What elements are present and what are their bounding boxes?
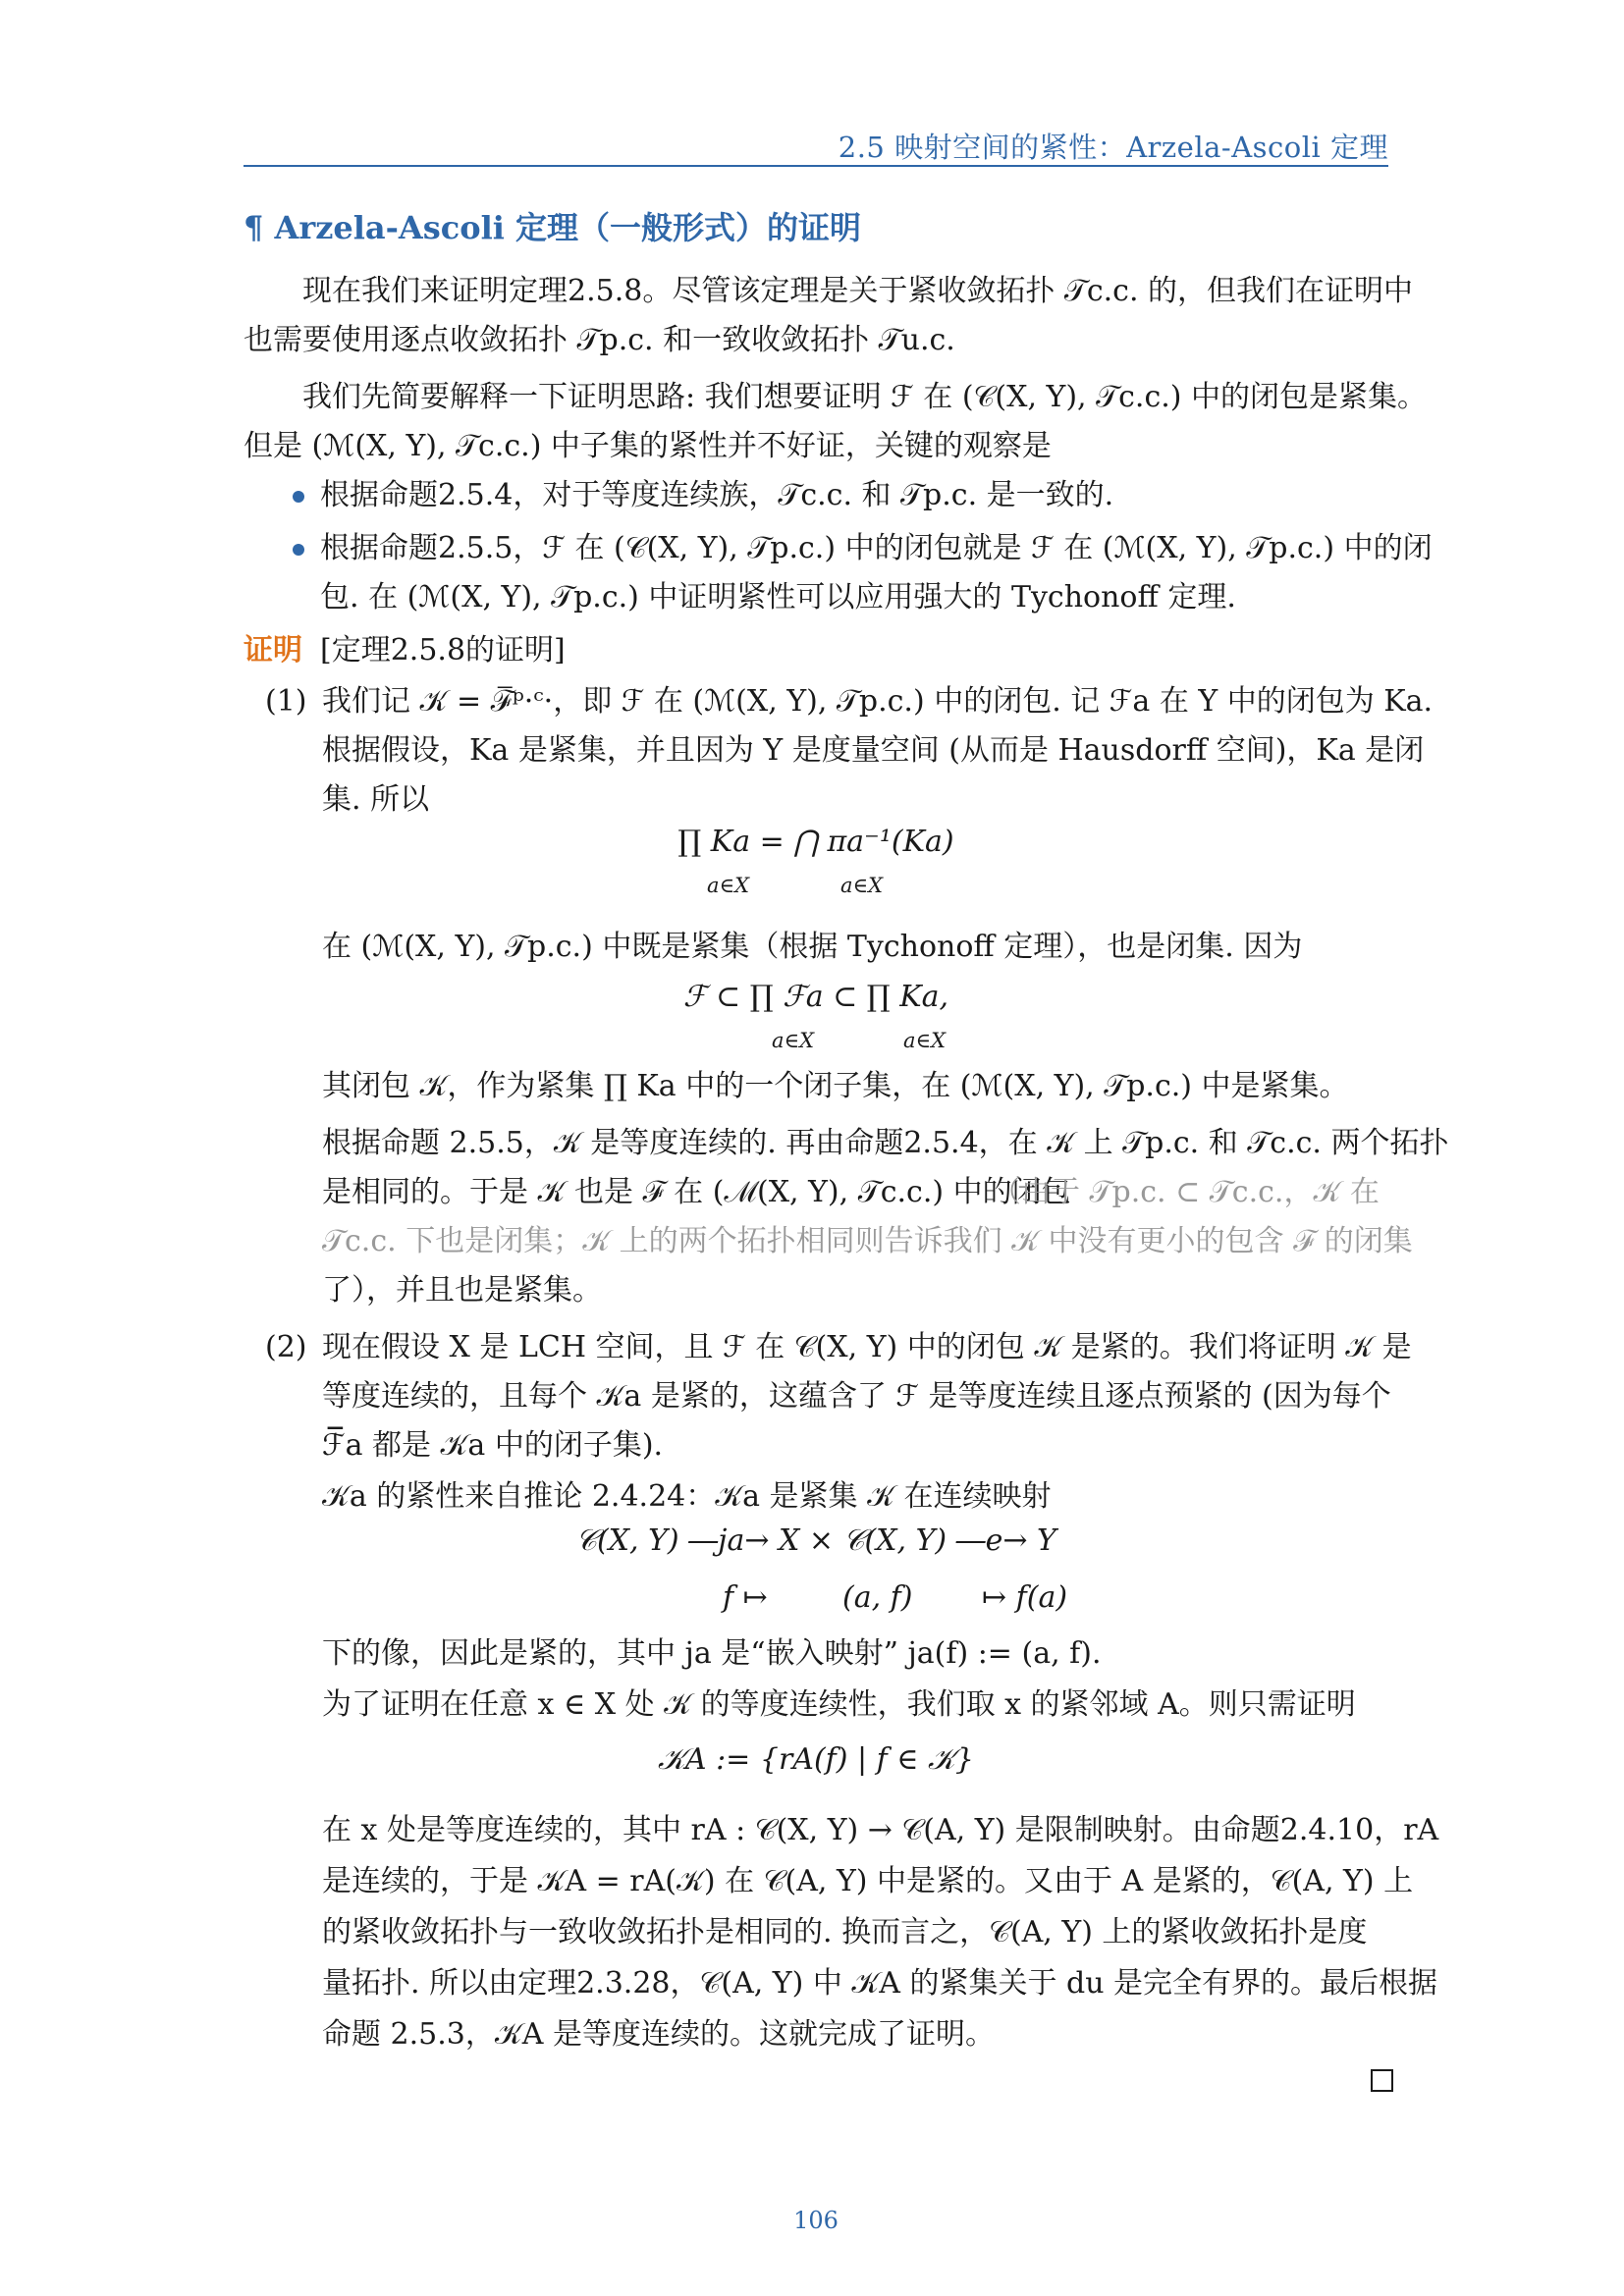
running-head: 2.5 映射空间的紧性：Arzela-Ascoli 定理	[838, 131, 1388, 164]
part2-line: 下的像，因此是紧的，其中 ja 是“嵌入映射” ja(f) := (a, f).	[322, 1636, 1102, 1671]
bullet-item: 根据命题2.5.5，ℱ 在 (𝒞(X, Y), 𝒯p.c.) 中的闭包就是 ℱ 在 (ℳ(X, Y), 𝒯p.c.) 中的闭	[320, 531, 1433, 565]
equation-restriction-family: 𝒦A := {rA(f) | f ∈ 𝒦}	[658, 1742, 974, 1777]
part-1-label: (1)	[265, 684, 307, 719]
intro-p1-line1: 现在我们来证明定理2.5.8。尽管该定理是关于紧收敛拓扑 𝒯c.c. 的，但我们在证明中	[302, 274, 1414, 308]
part1-line: 在 (ℳ(X, Y), 𝒯p.c.) 中既是紧集（根据 Tychonoff 定理），也是闭集. 因为	[322, 930, 1303, 964]
mapping-right: ↦ f(a)	[982, 1580, 1068, 1615]
part2-line: 现在假设 X 是 LCH 空间，且 ℱ 在 𝒞(X, Y) 中的闭包 𝒦 是紧的。我们将证明 𝒦 是	[322, 1330, 1412, 1364]
part1-line-aside: （由于 𝒯p.c. ⊂ 𝒯c.c.，𝒦 在	[992, 1175, 1380, 1209]
part2-line: 等度连续的，且每个 𝒦a 是紧的，这蕴含了 ℱ 是等度连续且逐点预紧的 (因为每个	[322, 1379, 1391, 1414]
bullet-dot	[293, 544, 304, 556]
part2-line: 是连续的，于是 𝒦A = rA(𝒦) 在 𝒞(A, Y) 中是紧的。又由于 A 是紧的，𝒞(A, Y) 上	[322, 1864, 1414, 1898]
part2-line: 为了证明在任意 x ∈ X 处 𝒦 的等度连续性，我们取 x 的紧邻域 A。则只需证明	[322, 1687, 1356, 1722]
part-2-label: (2)	[265, 1330, 307, 1364]
bullet-item-continuation: 包. 在 (ℳ(X, Y), 𝒯p.c.) 中证明紧性可以应用强大的 Tychonoff 定理.	[320, 580, 1236, 614]
mapping-middle: (a, f)	[842, 1580, 913, 1615]
mapping-diagram-top: 𝒞(X, Y) ―ja→ X × 𝒞(X, Y) ―e→ Y	[575, 1523, 1056, 1558]
part1-line: 根据命题 2.5.5，𝒦 是等度连续的. 再由命题2.5.4，在 𝒦 上 𝒯p.c. 和 𝒯c.c. 两个拓扑	[322, 1126, 1449, 1160]
part2-line: 的紧收敛拓扑与一致收敛拓扑是相同的. 换而言之，𝒞(A, Y) 上的紧收敛拓扑是度	[322, 1915, 1368, 1949]
intro-p2-line2: 但是 (ℳ(X, Y), 𝒯c.c.) 中子集的紧性并不好证，关键的观察是	[244, 429, 1052, 463]
equation-subscript: a∈X	[840, 874, 884, 897]
equation-subscript: a∈X	[772, 1029, 815, 1052]
part1-line: 集. 所以	[322, 782, 430, 817]
intro-p2-line1: 我们先简要解释一下证明思路: 我们想要证明 ℱ 在 (𝒞(X, Y), 𝒯c.c.) 中的闭包是紧集。	[302, 380, 1428, 414]
mapping-left: f ↦	[723, 1580, 768, 1615]
equation-subscript: a∈X	[903, 1029, 947, 1052]
intro-p1-line2: 也需要使用逐点收敛拓扑 𝒯p.c. 和一致收敛拓扑 𝒯u.c.	[244, 323, 955, 357]
equation-inclusion-chain: ℱ ⊂ ∏ ℱa ⊂ ∏ Ka,	[682, 980, 949, 1014]
part2-line: ℱ̅a 都是 𝒦a 中的闭子集).	[322, 1428, 664, 1463]
part1-line: 了），并且也是紧集。	[322, 1273, 602, 1308]
part1-line: 我们记 𝒦 = ℱ̅ᵖ·ᶜ·，即 ℱ 在 (ℳ(X, Y), 𝒯p.c.) 中的闭包. 记 ℱa 在 Y 中的闭包为 Ka.	[322, 684, 1434, 719]
part1-line: 是相同的。于是 𝒦 也是 ℱ 在 (ℳ(X, Y), 𝒯c.c.) 中的闭包	[322, 1175, 1071, 1209]
part1-line-aside: 𝒯c.c. 下也是闭集；𝒦 上的两个拓扑相同则告诉我们 𝒦 中没有更小的包含 ℱ 的闭集	[322, 1224, 1413, 1258]
part2-line: 在 x 处是等度连续的，其中 rA : 𝒞(X, Y) → 𝒞(A, Y) 是限制映射。由命题2.4.10，rA	[322, 1813, 1439, 1847]
part2-line: 命题 2.5.3，𝒦A 是等度连续的。这就完成了证明。	[322, 2017, 995, 2052]
bullet-dot	[293, 491, 304, 503]
part1-line: 其闭包 𝒦，作为紧集 ∏ Ka 中的一个闭子集，在 (ℳ(X, Y), 𝒯p.c.) 中是紧集。	[322, 1069, 1349, 1103]
part2-line: 量拓扑. 所以由定理2.3.28，𝒞(A, Y) 中 𝒦A 的紧集关于 du 是完全有界的。最后根据	[322, 1966, 1438, 2001]
equation-subscript: a∈X	[707, 874, 750, 897]
equation-product-intersection: ∏ Ka = ⋂ πa⁻¹(Ka)	[677, 825, 954, 859]
part1-line: 根据假设，Ka 是紧集，并且因为 Y 是度量空间 (从而是 Hausdorff 空间)，Ka 是闭	[322, 733, 1425, 768]
bullet-item: 根据命题2.5.4，对于等度连续族，𝒯c.c. 和 𝒯p.c. 是一致的.	[320, 478, 1114, 512]
proof-label: 证明	[244, 633, 302, 667]
section-title: ¶ Arzela-Ascoli 定理（一般形式）的证明	[244, 209, 862, 246]
proof-reference: [定理2.5.8的证明]	[320, 633, 566, 667]
page-number: 106	[793, 2207, 839, 2234]
header-rule	[244, 165, 1388, 167]
part2-line: 𝒦a 的紧性来自推论 2.4.24：𝒦a 是紧集 𝒦 在连续映射	[322, 1479, 1052, 1514]
qed-box	[1371, 2069, 1393, 2092]
